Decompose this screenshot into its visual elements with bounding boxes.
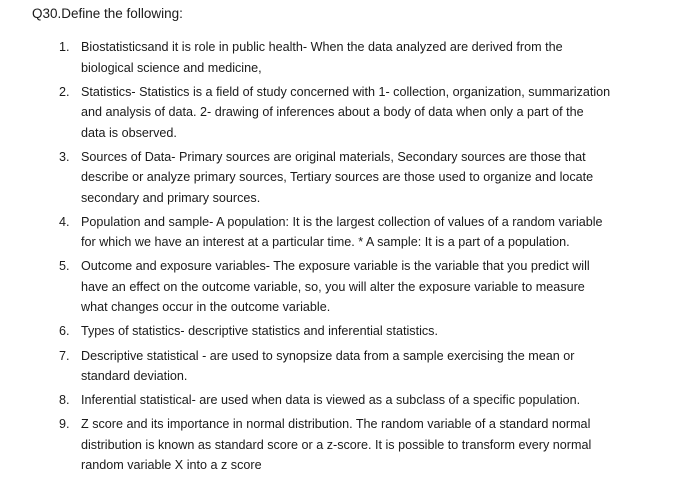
- list-item-5: [0, 256, 700, 318]
- list-item-4: [0, 212, 700, 253]
- list-item-text: Inferential statistical- are used when data is viewed as a subclass of a specific population.: [81, 393, 581, 408]
- list-item-1: [0, 37, 700, 78]
- list-item-number: 8.: [59, 393, 70, 408]
- list-item-3: [0, 147, 700, 209]
- list-item-text: Descriptive statistical - are used to synopsize data from a sample exercising the mean or standard deviation.: [81, 348, 575, 384]
- list-item-number: 4.: [59, 214, 70, 229]
- list-item-text: Population and sample- A population: It is the largest collection of values of a random variable for which we have an interest at a particular time. * A sample: It is a part of a population.: [81, 214, 603, 250]
- list-item-9: [0, 414, 700, 476]
- list-item-7: [0, 346, 700, 387]
- list-item-number: 5.: [59, 259, 70, 274]
- definition-list: [0, 37, 700, 479]
- list-item-8: [0, 390, 700, 411]
- list-item-text: Statistics- Statistics is a field of study concerned with 1- collection, organization, summarization and analysis of data. 2- drawing of inferences about a body of data when only a part of the data is observed.: [81, 84, 611, 140]
- list-item-text: Sources of Data- Primary sources are original materials, Secondary sources are those that describe or analyze primary sources, Tertiary sources are those used to organize and locate secondary and primary sources.: [81, 149, 594, 205]
- list-item-text: Outcome and exposure variables- The exposure variable is the variable that you predict will have an effect on the outcome variable, so, you will alter the exposure variable to measure what changes occur in the outcome variable.: [81, 259, 590, 315]
- list-item-number: 3.: [59, 149, 70, 164]
- list-item-text: Z score and its importance in normal distribution. The random variable of a standard normal distribution is known as standard score or a z-score. It is possible to transform every normal random variable X into a z score: [81, 417, 592, 473]
- list-item-2: [0, 82, 700, 144]
- list-item-number: 6.: [59, 324, 70, 339]
- list-item-number: 7.: [59, 348, 70, 363]
- list-item-number: 2.: [59, 84, 70, 99]
- question-title: Q30.Define the following:: [32, 6, 183, 21]
- list-item-text: Types of statistics- descriptive statistics and inferential statistics.: [81, 324, 438, 339]
- list-item-number: 9.: [59, 417, 70, 432]
- list-item-text: Biostatisticsand it is role in public health- When the data analyzed are derived from the biological science and medicine,: [81, 40, 563, 75]
- list-item-number: 1.: [59, 40, 70, 54]
- list-item-6: [0, 321, 700, 342]
